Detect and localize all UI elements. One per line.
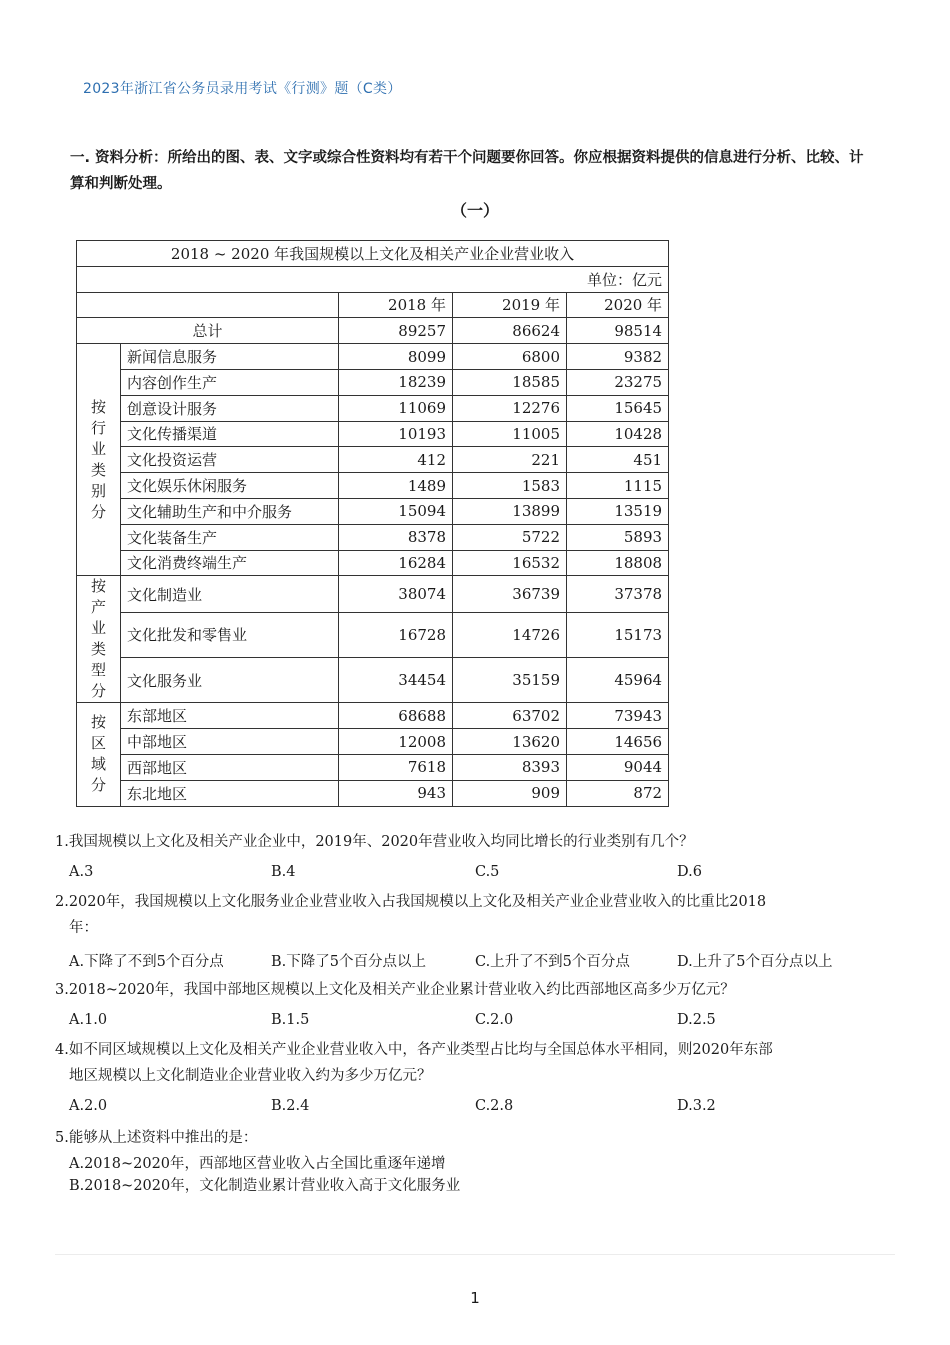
row-value: 8378: [339, 524, 453, 550]
row-value: 451: [567, 447, 669, 473]
answer-option[interactable]: C.2.8: [475, 1098, 514, 1114]
table-row: [77, 550, 669, 576]
table-row: [77, 447, 669, 473]
section-instructions: 一. 资料分析：所给出的图、表、文字或综合性资料均有若干个问题要你回答。你应根据资料提供的信息进行分析、比较、计算和判断处理。: [70, 150, 864, 192]
row-value: 12276: [453, 395, 567, 421]
answer-option[interactable]: D.上升了5个百分点以上: [677, 954, 833, 970]
table-row: [77, 703, 669, 729]
revenue-table: [76, 240, 669, 807]
row-value: 6800: [453, 344, 567, 370]
group-label-cell: [77, 344, 121, 576]
row-value: 35159: [453, 657, 567, 702]
row-value: 34454: [339, 657, 453, 702]
question-stem-line: 地区规模以上文化制造业企业营业收入约为多少万亿元？: [69, 1068, 432, 1084]
row-value: 13519: [567, 498, 669, 524]
row-value: 8393: [453, 754, 567, 780]
row-value: 10193: [339, 421, 453, 447]
row-value: 5893: [567, 524, 669, 550]
question-stem-line: 5.能够从上述资料中推出的是：: [55, 1130, 258, 1146]
question-stem: [55, 977, 875, 1003]
table-row: [77, 657, 669, 702]
question-stem-line: 年：: [69, 920, 98, 936]
row-label: 文化消费终端生产: [121, 550, 339, 576]
row-value: 12008: [339, 729, 453, 755]
row-value: 9044: [567, 754, 669, 780]
table-unit-row: [77, 266, 669, 292]
question-stem: [55, 889, 875, 941]
table-row: [77, 421, 669, 447]
table-row: [77, 369, 669, 395]
row-label: 文化娱乐休闲服务: [121, 473, 339, 499]
table-row: [77, 473, 669, 499]
question-stem-line: 3.2018~2020年，我国中部地区规模以上文化及相关产业企业累计营业收入约比西部地区高多少万亿元？: [55, 982, 735, 998]
row-value: 18808: [567, 550, 669, 576]
row-value: 16284: [339, 550, 453, 576]
row-value: 872: [567, 780, 669, 806]
table-row: [77, 612, 669, 657]
group-label: 按行业类别分: [90, 397, 106, 521]
row-value: 14726: [453, 612, 567, 657]
document-header: 2023年浙江省公务员录用考试《行测》题（C类）: [83, 81, 402, 97]
total-value: 98514: [567, 318, 669, 344]
row-value: 45964: [567, 657, 669, 702]
row-value: 8099: [339, 344, 453, 370]
page-divider: [55, 1254, 895, 1255]
row-value: 909: [453, 780, 567, 806]
answer-option[interactable]: C.上升了不到5个百分点: [475, 954, 630, 970]
row-value: 13620: [453, 729, 567, 755]
group-label: 按区域分: [90, 713, 106, 795]
answer-option[interactable]: B.1.5: [271, 1012, 310, 1028]
answer-option[interactable]: B.下降了5个百分点以上: [271, 954, 426, 970]
row-value: 36739: [453, 576, 567, 612]
row-label: 文化服务业: [121, 657, 339, 702]
row-value: 18585: [453, 369, 567, 395]
row-value: 38074: [339, 576, 453, 612]
table-total-row: [77, 318, 669, 344]
group-label-cell: [77, 703, 121, 806]
row-label: 文化批发和零售业: [121, 612, 339, 657]
page-number: 1: [470, 1289, 480, 1307]
row-label: 创意设计服务: [121, 395, 339, 421]
table-title: 2018 ~ 2020 年我国规模以上文化及相关产业企业营业收入: [77, 241, 669, 267]
row-value: 37378: [567, 576, 669, 612]
row-value: 63702: [453, 703, 567, 729]
question-stem-line: 1.我国规模以上文化及相关产业企业中，2019年、2020年营业收入均同比增长的行业类别有几个？: [55, 834, 694, 850]
row-value: 5722: [453, 524, 567, 550]
answer-option[interactable]: A.3: [69, 864, 94, 880]
total-label: 总计: [77, 318, 339, 344]
question-stem-line: 4.如不同区域规模以上文化及相关产业企业营业收入中，各产业类型占比均与全国总体水平相同，则2020年东部: [55, 1042, 773, 1058]
row-label: 文化装备生产: [121, 524, 339, 550]
row-value: 11005: [453, 421, 567, 447]
year-header: 2019 年: [453, 292, 567, 318]
row-label: 文化传播渠道: [121, 421, 339, 447]
group-label-cell: [77, 576, 121, 703]
section-label: （一）: [450, 201, 499, 220]
row-value: 1583: [453, 473, 567, 499]
row-value: 9382: [567, 344, 669, 370]
row-value: 73943: [567, 703, 669, 729]
row-value: 1115: [567, 473, 669, 499]
row-label: 东部地区: [121, 703, 339, 729]
year-header: 2018 年: [339, 292, 453, 318]
total-value: 86624: [453, 318, 567, 344]
question-stem-line: 2.2020年，我国规模以上文化服务业企业营业收入占我国规模以上文化及相关产业企业营业收入的比重比2018: [55, 894, 767, 910]
row-label: 文化辅助生产和中介服务: [121, 498, 339, 524]
table-row: [77, 524, 669, 550]
table-header-blank: [77, 292, 339, 318]
table-row: [77, 498, 669, 524]
row-value: 7618: [339, 754, 453, 780]
row-label: 内容创作生产: [121, 369, 339, 395]
row-value: 15645: [567, 395, 669, 421]
answer-option[interactable]: C.5: [475, 864, 500, 880]
row-value: 15094: [339, 498, 453, 524]
row-label: 新闻信息服务: [121, 344, 339, 370]
row-value: 10428: [567, 421, 669, 447]
row-value: 15173: [567, 612, 669, 657]
row-value: 412: [339, 447, 453, 473]
row-value: 1489: [339, 473, 453, 499]
answer-option[interactable]: D.2.5: [677, 1012, 716, 1028]
answer-option[interactable]: A.1.0: [69, 1012, 108, 1028]
answer-option[interactable]: B.4: [271, 864, 296, 880]
row-value: 68688: [339, 703, 453, 729]
row-value: 14656: [567, 729, 669, 755]
question-stem: [55, 829, 875, 855]
row-value: 16532: [453, 550, 567, 576]
answer-option[interactable]: A.2018~2020年，西部地区营业收入占全国比重逐年递增: [69, 1156, 446, 1172]
row-value: 23275: [567, 369, 669, 395]
table-title-row: [77, 241, 669, 267]
row-value: 16728: [339, 612, 453, 657]
answer-option[interactable]: D.6: [677, 864, 702, 880]
answer-option[interactable]: A.2.0: [69, 1098, 108, 1114]
answer-option[interactable]: C.2.0: [475, 1012, 514, 1028]
row-value: 11069: [339, 395, 453, 421]
row-label: 文化制造业: [121, 576, 339, 612]
table-row: [77, 754, 669, 780]
row-label: 东北地区: [121, 780, 339, 806]
row-value: 221: [453, 447, 567, 473]
table-row: [77, 395, 669, 421]
answer-option[interactable]: B.2.4: [271, 1098, 310, 1114]
row-label: 文化投资运营: [121, 447, 339, 473]
answer-option[interactable]: D.3.2: [677, 1098, 716, 1114]
row-value: 18239: [339, 369, 453, 395]
total-value: 89257: [339, 318, 453, 344]
year-header: 2020 年: [567, 292, 669, 318]
question-stem: [55, 1125, 875, 1151]
row-value: 13899: [453, 498, 567, 524]
table-row: [77, 576, 669, 612]
table-row: [77, 344, 669, 370]
row-value: 943: [339, 780, 453, 806]
answer-option[interactable]: A.下降了不到5个百分点: [69, 954, 224, 970]
table-header-row: [77, 292, 669, 318]
answer-option[interactable]: B.2018~2020年，文化制造业累计营业收入高于文化服务业: [69, 1178, 461, 1194]
table-row: [77, 729, 669, 755]
row-label: 中部地区: [121, 729, 339, 755]
table-row: [77, 780, 669, 806]
table-unit: 单位：亿元: [77, 266, 669, 292]
row-label: 西部地区: [121, 754, 339, 780]
group-label: 按产业类型分: [90, 577, 106, 701]
question-stem: [55, 1037, 875, 1089]
